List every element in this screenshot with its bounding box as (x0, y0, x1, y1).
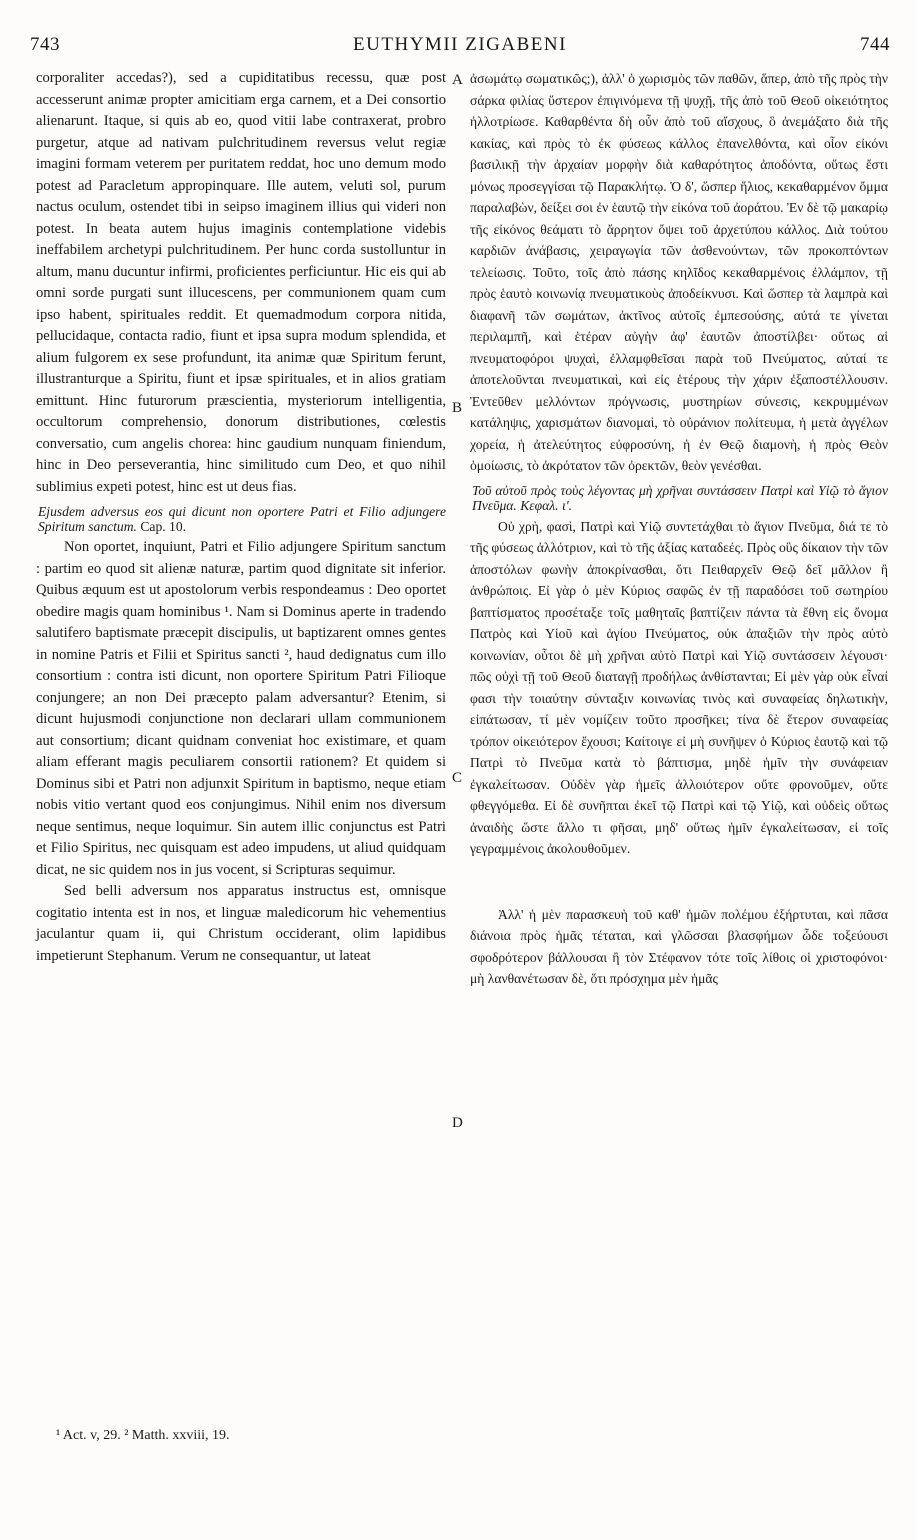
greek-column (470, 68, 888, 990)
footnotes: ¹ Act. v, 29. ² Matth. xxviii, 19. (56, 1428, 230, 1443)
latin-chapter-title: Ejusdem adversus eos qui dicunt non oportere Patri et Filio adjungere Spiritum sanctum. (38, 504, 446, 534)
running-header (30, 34, 890, 58)
page-number-right: 744 (860, 34, 890, 55)
latin-paragraph-2: Non oportet, inquiunt, Patri et Filio adjungere Spiritum sanctum : partim eo quod sit alienæ naturæ, partim quod dignitate sit inferior. Quibus æquum est ut apostolorum verbis respondeamus : Deo oportet obedire magis quam hominibus ¹. Nam si Dominus aperte in tradendo salutifero baptismate præcepit discipulis, ut baptizarent omnes gentes in nomine Patris et Filii et Spiritus sancti ², haud dedignatus cum illo consortium : contra isti dicunt, non oportere Spiritum Patri Filioque conjungere; an non Dei præcepto palam adversantur? Etenim, si dicunt hujusmodi conjunctione non declarari ullam communionem aut consortium; dicant quidnam conveniat hoc existimare, et quam aliam efferant magis peculiarem consortii rationem? Et quidem si Dominus sibi et Patri non adjunxit Spiritum in baptismo, neque etiam nobis vitio vertant quod eos conjungimus. Nihil enim nos diversum neque sentimus, neque loquimur. Sin autem illic conjunctus est Patri et Filio Spiritus, nec quisquam est adeo impudens, ut aliud quidquam dicat, ne sic quidem nos in jus vocent, si Scripturas sequimur. (36, 539, 446, 878)
greek-chapter-heading (470, 483, 888, 513)
greek-chapter-title: Τοῦ αὐτοῦ πρὸς τοὺς λέγοντας μὴ χρῆναι συντάσσειν Πατρὶ καὶ Υἱῷ τὸ ἅγιον Πνεῦμα. (472, 482, 888, 513)
latin-paragraph-3: Sed belli adversum nos apparatus instructus est, omnisque cogitatio intenta est in nos, et linguæ maledicorum hic vehementius jaculantur quam ii, qui Christum occiderant, olim lapidibus impetierunt Stephanum. Verum ne consequantur, ut lateat (36, 883, 446, 964)
greek-paragraph-1: ἀσωμάτῳ σωματικῶς;), ἀλλ' ὁ χωρισμὸς τῶν παθῶν, ἅπερ, ἀπὸ τῆς πρὸς τὴν σάρκα φιλίας ὕστερον ἐπιγινόμενα τῇ ψυχῇ, τῆς ἀπὸ τοῦ Θεοῦ οἰκειότητος ἠλλοτρίωσε. Καθαρθέντα δὴ οὖν ἀπὸ τοῦ αἴσχους, ὃ ἀνεμάξατο διὰ τῆς κακίας, καὶ πρὸς τὸ ἐκ φύσεως κάλλος ἐπανελθόντα, καὶ οἷον εἰκόνι βασιλικῇ τὴν ἀρχαίαν μορφὴν διὰ καθαρότητος ἀποδόντα, οὕτως ἔστι μόνως προσεγγίσαι τῷ Παρακλήτῳ. Ὁ δ', ὥσπερ ἥλιος, κεκαθαρμένον ὄμμα παραλαβὼν, δείξει σοι ἐν ἑαυτῷ τὴν εἰκόνα τοῦ ἀοράτου. Ἐν δὲ τῷ μακαρίῳ τῆς εἰκόνος θεάματι τὸ ἄρρητον ὄψει τοῦ ἀρχετύπου κάλλος. Διὰ τούτου καρδιῶν ἀνάβασις, χειραγωγία τῶν ἀσθενούντων, τῶν προκοπτόντων τελείωσις. Τοῦτο, τοῖς ἀπὸ πάσης κηλῖδος κεκαθαρμένοις ἐλλάμπον, τῇ πρὸς ἑαυτὸ κοινωνίᾳ πνευματικοὺς ἀποδείκνυσι. Καὶ ὥσπερ τὰ λαμπρὰ καὶ διαφανῆ τῶν σωμάτων, ἀκτῖνος αὐτοῖς ἐμπεσούσης, αὐτά τε γίνεται περιλαμπῆ, καὶ ἑτέραν αὐγὴν ἀφ' ἑαυτῶν ἀποστίλβει· οὕτως αἱ πνευματοφόροι ψυχαὶ, ἐλλαμφθεῖσαι παρὰ τοῦ Πνεύματος, αὐταί τε ἀποτελοῦνται πνευματικαὶ, καὶ εἰς ἑτέρους τὴν χάριν ἐξαποστέλλουσιν. Ἐντεῦθεν μελλόντων πρόγνωσις, μυστηρίων σύνεσις, κεκρυμμένων κατάληψις, χαρισμάτων διανομαὶ, τὸ οὐράνιον πολίτευμα, ἡ μετὰ ἀγγέλων χορεία, ἡ ἀτελεύτητος εὐφροσύνη, ἡ ἐν Θεῷ διαμονὴ, ἡ πρὸς Θεὸν ὁμοίωσις, τὸ ἀκρότατον τῶν ὀρεκτῶν, θεὸν γενέσθαι. (470, 71, 888, 473)
greek-chapter-number: Κεφαλ. ι'. (520, 497, 573, 513)
section-marker-a: A (452, 72, 463, 88)
section-marker-c: C (452, 770, 463, 786)
latin-column (36, 68, 446, 967)
running-title: EUTHYMII ZIGABENI (353, 34, 567, 55)
column-gap (470, 860, 888, 904)
greek-paragraph-3: Ἀλλ' ἡ μὲν παρασκευὴ τοῦ καθ' ἡμῶν πολέμου ἐξήρτυται, καὶ πᾶσα διάνοια πρὸς ἡμᾶς τέταται, καὶ γλῶσσαι βλασφήμων ὧδε τοξεύουσι σφοδρότερον βάλλουσαι ἢ τὸν Στέφανον τότε τοῖς λίθοις οἱ χριστοφόνοι· μὴ λανθανέτωσαν δὲ, ὅτι πρόσχημα μὲν ἡμᾶς (470, 906, 888, 986)
section-marker-d: D (452, 1115, 463, 1131)
latin-paragraph-1: corporaliter accedas?), sed a cupiditatibus recessu, quæ post accesserunt animæ propter amicitiam erga carnem, et a Dei consortio alienarunt. Itaque, si quis ab eo, quod vitii labe contraxerat, probro purgetur, atque ad nativam pulchritudinem reversus velut regiæ imagini formam veterem per puritatem reddat, hoc uno demum modo potest ad Paracletum appropinquare. Ille autem, veluti sol, purum nactus oculum, ostendet tibi in seipso imaginem illius qui videri non potest. In beata autem hujus imaginis contemplatione videbis ineffabilem archetypi pulchritudinem. Per hunc corda sustolluntur in altum, manu ducuntur infirmi, proficientes perficiuntur. Hic eis qui ab omni sorde purgati sunt illucescens, per communionem quam cum ipso habent, spirituales reddit. Et quemadmodum corpora nitida, pellucidaque, contacta radio, fiunt et ipsa supra modum splendida, et alium fulgorem ex sese profundunt, ita animæ quæ Spiritum ferunt, illustranturque a Spiritu, fiunt et ipsæ spirituales, et in alios gratiam emittunt. Hinc futurorum præscientia, mysteriorum intelligentia, occultorum comprehensio, donorum distributiones, cœlestis conversatio, cum angelis chorea: hinc gaudium nunquam finiendum, hinc in Deo perseverantia, hinc similitudo cum Deo, et quo nihil sublimius expeti potest, hinc est ut deus fias. (36, 70, 446, 495)
section-marker-b: B (452, 400, 463, 416)
latin-chapter-number: Cap. 10. (140, 519, 187, 534)
latin-chapter-heading (36, 504, 446, 534)
greek-paragraph-2: Οὐ χρὴ, φασὶ, Πατρὶ καὶ Υἱῷ συντετάχθαι τὸ ἅγιον Πνεῦμα, διά τε τὸ τῆς φύσεως ἀλλότριον, καὶ τὸ τῆς ἀξίας καταδεές. Πρὸς οὓς δίκαιον τὴν τῶν ἀποστόλων φωνὴν ἀποκρίνασθαι, ὅτι Πειθαρχεῖν Θεῷ δεῖ μᾶλλον ἢ ἀνθρώποις. Εἰ γὰρ ὁ μὲν Κύριος σαφῶς ἐν τῇ παραδόσει τοῦ σωτηρίου βαπτίσματος προσέταξε τοῖς μαθηταῖς βαπτίζειν πάντα τὰ ἔθνη εἰς ὄνομα Πατρὸς καὶ Υἱοῦ καὶ ἁγίου Πνεύματος, οὐκ ἀπαξιῶν τὴν πρὸς αὐτὸ κοινωνίαν, οὗτοι δὲ μὴ χρῆναι αὐτὸ Πατρὶ καὶ Υἱῷ συντάσσειν λέγουσι· πῶς οὐχὶ τῇ τοῦ Θεοῦ διαταγῇ προδήλως ἀνθίστανται; Εἰ μὲν γὰρ οὐκ εἶναί φασι τὴν τοιαύτην σύνταξιν κοινωνίας τινὸς καὶ συναφείας δηλωτικὴν, εἰπάτωσαν, τί μὲν νομίζειν τοῦτο προσῆκει; τίνα δὲ ἕτερον συναφείας τρόπον οἰκειότερον ἔχουσι; Καίτοιγε εἰ μὴ συνῆψεν ὁ Κύριος ἑαυτῷ καὶ τῷ Πατρὶ τὸ Πνεῦμα κατὰ τὸ βάπτισμα, μηδὲ ἡμῖν τὴν συνάφειαν ἐγκαλείτωσαν. Οὐδὲν γὰρ ἡμεῖς ἀλλοιότερον οὔτε φρονοῦμεν, οὔτε φθεγγόμεθα. Εἰ δὲ συνῆπται ἐκεῖ τῷ Πατρὶ καὶ τῷ Υἱῷ, καὶ οὐδεὶς οὕτως ἀναιδὴς ὥστε ἄλλο τι φῆσαι, μηδ' οὕτως ἡμῖν ἐγκαλείτωσαν, εἰ τοῖς γεγραμμένοις ἀκολουθοῦμεν. (470, 518, 888, 856)
page-number-left: 743 (30, 34, 60, 55)
